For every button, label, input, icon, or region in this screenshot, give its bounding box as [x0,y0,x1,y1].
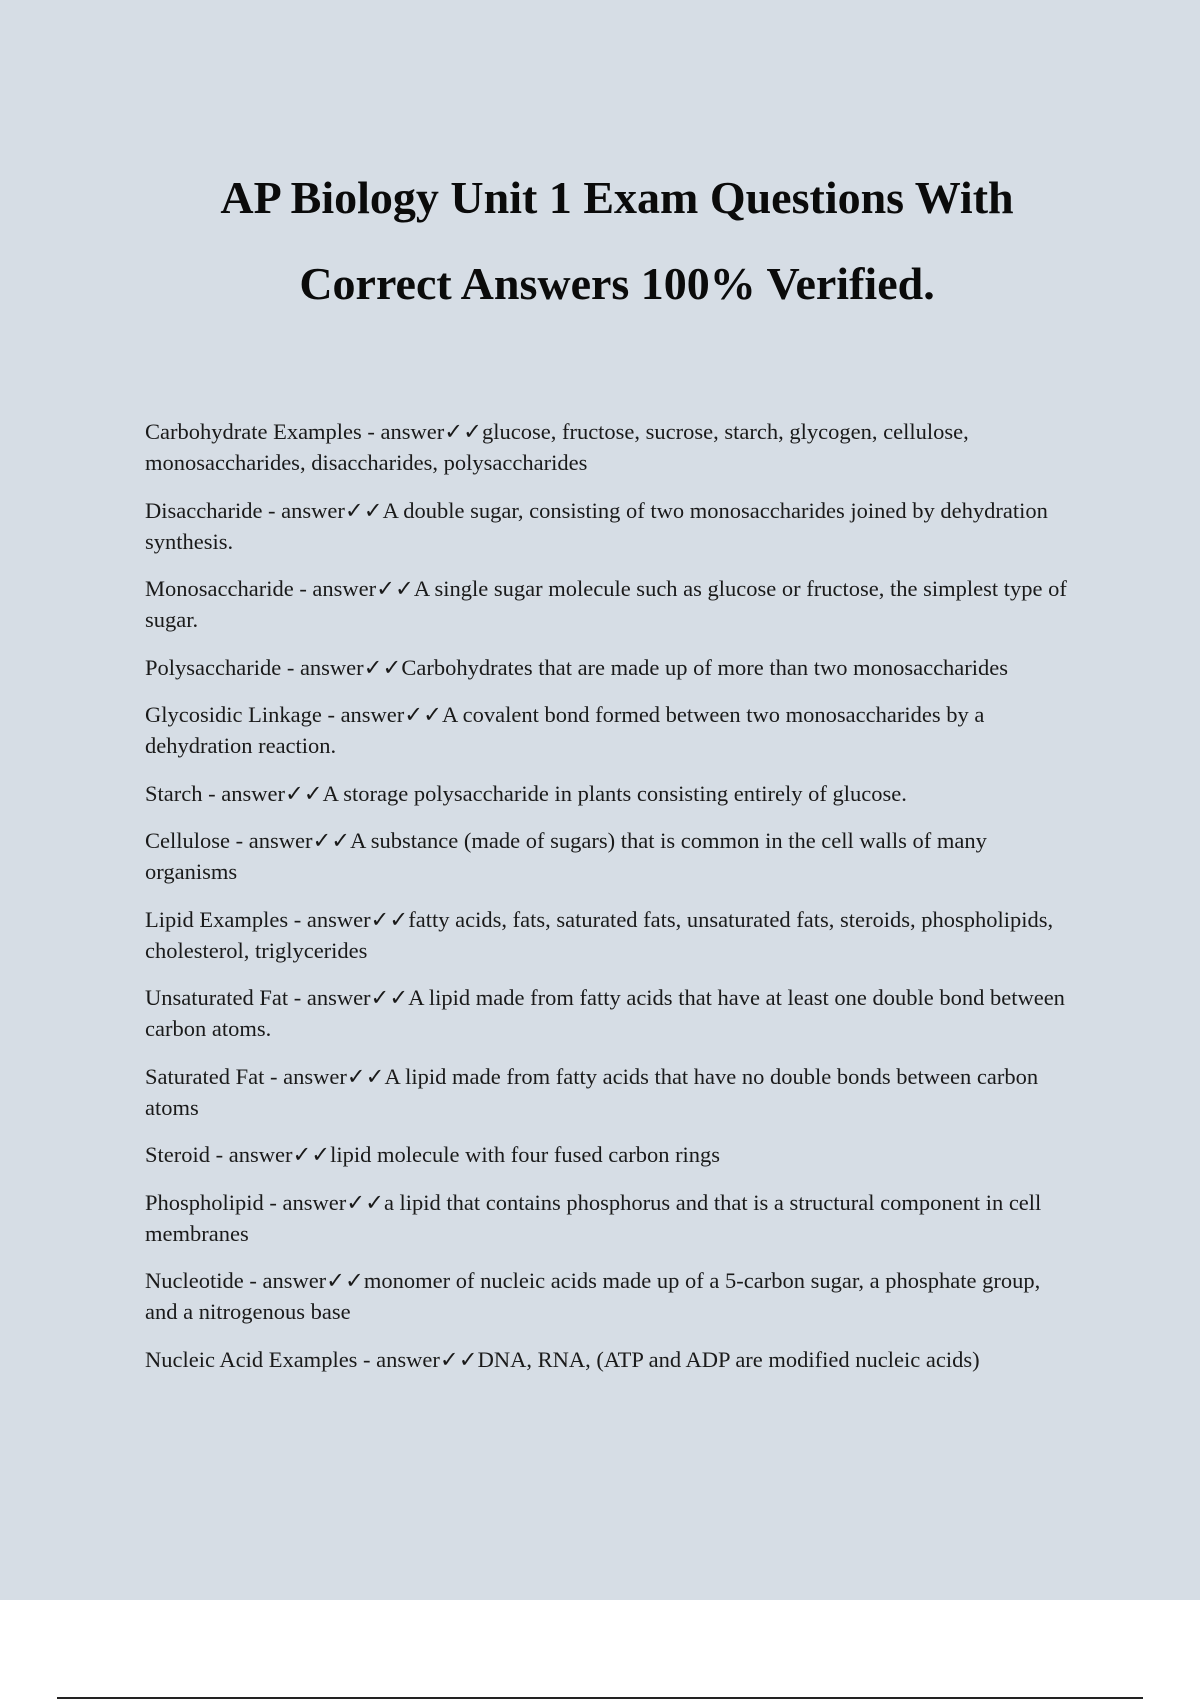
footer-divider [57,1697,1143,1699]
list-item: Steroid - answer✓✓lipid molecule with four fused carbon rings [145,1142,721,1167]
list-item: Starch - answer✓✓A storage polysaccharide in plants consisting entirely of glucose. [145,780,907,806]
list-item: Disaccharide - answer✓✓A double sugar, consisting of two monosaccharides joined by dehydration synthesis. [145,497,1048,554]
list-item: Nucleic Acid Examples - answer✓✓DNA, RNA, (ATP and ADP are modified nucleic acids) [145,1346,980,1372]
list-item: Nucleotide - answer✓✓monomer of nucleic acids made up of a 5-carbon sugar, a phosphate group, and a nitrogenous base [145,1268,1041,1324]
qa-list [145,416,1075,1391]
list-item: Unsaturated Fat - answer✓✓A lipid made from fatty acids that have at least one double bond between carbon atoms. [145,985,1065,1041]
document-title: AP Biology Unit 1 Exam Questions With Correct Answers 100% Verified. [220,172,1014,309]
list-item: Phospholipid - answer✓✓a lipid that contains phosphorus and that is a structural component in cell membranes [145,1189,1042,1246]
list-item: Polysaccharide - answer✓✓Carbohydrates that are made up of more than two monosaccharides [145,654,1009,680]
list-item: Cellulose - answer✓✓A substance (made of sugars) that is common in the cell walls of many organisms [145,828,987,884]
list-item: Lipid Examples - answer✓✓fatty acids, fats, saturated fats, unsaturated fats, steroids, phospholipids, cholesterol, triglycerides [145,906,1054,963]
list-item: Glycosidic Linkage - answer✓✓A covalent bond formed between two monosaccharides by a dehydration reaction. [145,702,985,758]
list-item: Monosaccharide - answer✓✓A single sugar molecule such as glucose or fructose, the simplest type of sugar. [145,576,1067,632]
list-item: Saturated Fat - answer✓✓A lipid made from fatty acids that have no double bonds between carbon atoms [145,1063,1039,1120]
list-item: Carbohydrate Examples - answer✓✓glucose, fructose, sucrose, starch, glycogen, cellulose, monosaccharides, disaccharides, polysaccharides [145,419,969,475]
